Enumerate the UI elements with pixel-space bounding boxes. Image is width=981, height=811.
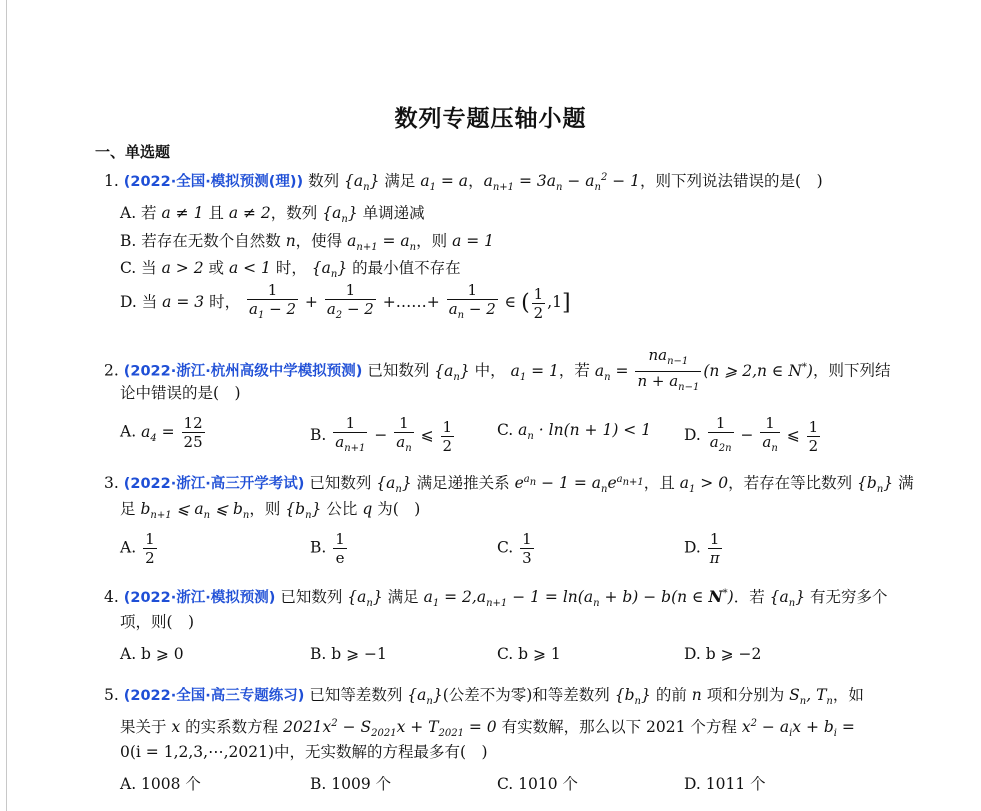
- q5-stem: 5. (2022·全国·高三专题练习) 已知等差数列 $\{a_n\}$(公差不为零)和等差数列 $\{b_n\}$ 的前 n 项和分别为 $S_n$, $T_n$，如: [104, 686, 864, 708]
- q3-source: (2022·浙江·高三开学考试): [123, 476, 305, 493]
- q2-option-d[interactable]: D. $\frac{1}{a_{2n}}$ − $\frac{1}{a_n}$ ⩽ $\frac{1}{2}$: [684, 414, 819, 455]
- q3-option-d[interactable]: D. $\frac{1}{\pi}$: [684, 530, 720, 567]
- q1-option-b[interactable]: B. 若存在无数个自然数 n，使得 $a_{n+1} = a_n$，则 a = 1: [120, 232, 495, 254]
- q4-option-d[interactable]: D. b ⩾ −2: [684, 645, 762, 663]
- q2-option-b[interactable]: B. $\frac{1}{a_{n+1}}$ − $\frac{1}{a_n}$ ⩽ $\frac{1}{2}$: [310, 414, 453, 455]
- q5-option-d[interactable]: D. 1011 个: [684, 775, 766, 793]
- q2-stem-line2: 论中错误的是( ): [120, 384, 241, 402]
- q1-option-c[interactable]: C. 当 a > 2 或 a < 1 时， $\{a_n\}$ 的最小值不存在: [120, 259, 461, 281]
- q4-option-a[interactable]: A. b ⩾ 0: [120, 645, 184, 663]
- page-title: 数列专题压轴小题: [394, 106, 587, 132]
- q2-option-a[interactable]: A. $a_4$ = $\frac{12}{25}$: [120, 414, 203, 451]
- q5-option-a[interactable]: A. 1008 个: [120, 775, 201, 793]
- q5-option-b[interactable]: B. 1009 个: [310, 775, 392, 793]
- q2-source: (2022·浙江·杭州高级中学模拟预测): [123, 363, 363, 380]
- q1-stem: 1. (2022·全国·模拟预测(理)) 数列 $\{a_n\}$ 满足 $a_1 = a$，$a_{n+1} = 3a_n - a_n^2 - 1$，则下列说法错误的是( ): [104, 172, 823, 194]
- q5-option-c[interactable]: C. 1010 个: [497, 775, 579, 793]
- q4-option-b[interactable]: B. b ⩾ −1: [310, 645, 387, 663]
- q1-option-d[interactable]: D. 当 a = 3 时， $\frac{1}{a_1 - 2}$ + $\frac{1}{a_2 - 2}$ +……+ $\frac{1}{a_n - 2}$ ∈ ( $\frac{1}{2}$ ,1]: [120, 281, 571, 322]
- q3-option-b[interactable]: B. $\frac{1}{e}$: [310, 530, 345, 567]
- q3-stem-line2: 足 $b_{n+1}$ ⩽ $a_n$ ⩽ $b_n$，则 $\{b_n\}$ 公比 q 为( ): [120, 500, 421, 522]
- q5-source: (2022·全国·高三专题练习): [123, 688, 305, 704]
- q3-stem: 3. (2022·浙江·高三开学考试) 已知数列 $\{a_n\}$ 满足递推关系 $e^{a_n} - 1 = a_ne^{a_{n+1}}$，且 $a_1 > 0$，若存在等比数列 $\{b_n\}$ 满: [104, 474, 914, 496]
- q4-stem: 4. (2022·浙江·模拟预测) 已知数列 $\{a_n\}$ 满足 $a_1 = 2,a_{n+1} - 1 = \ln(a_n + b) - b(n$ ∈ N*)．若 $\{a_n\}$ 有无穷多个: [104, 587, 888, 610]
- q5-stem-line3: 0(i = 1,2,3,⋯,2021)中，无实数解的方程最多有( ): [120, 743, 488, 761]
- q5-stem-line2: 果关于 x 的实系数方程 $2021x^2 - S_{2021}x + T_{2021} = 0$ 有实数解，那么以下 2021 个方程 $x^2 - a_ix + b_i$ =: [120, 718, 855, 740]
- q1-option-a[interactable]: A. 若 a ≠ 1 且 a ≠ 2，数列 $\{a_n\}$ 单调递减: [120, 204, 425, 226]
- q3-option-c[interactable]: C. $\frac{1}{3}$: [497, 530, 532, 567]
- q4-stem-line2: 项，则( ): [120, 613, 195, 631]
- section-heading: 一、单选题: [95, 143, 171, 161]
- q4-option-c[interactable]: C. b ⩾ 1: [497, 645, 561, 663]
- q2-stem: 2. (2022·浙江·杭州高级中学模拟预测) 已知数列 $\{a_n\}$ 中， $a_1 = 1$，若 $a_n$ = $\frac{na_{n-1}}{n + a_{n-1}}$ (n ⩾ 2,n ∈ N*)，则下列结: [104, 346, 891, 393]
- q2-option-c[interactable]: C. $a_n \cdot \ln(n + 1) < 1$: [497, 421, 652, 443]
- q1-source: (2022·全国·模拟预测(理)): [123, 174, 304, 191]
- q3-option-a[interactable]: A. $\frac{1}{2}$: [120, 530, 155, 567]
- q4-source: (2022·浙江·模拟预测): [123, 590, 276, 607]
